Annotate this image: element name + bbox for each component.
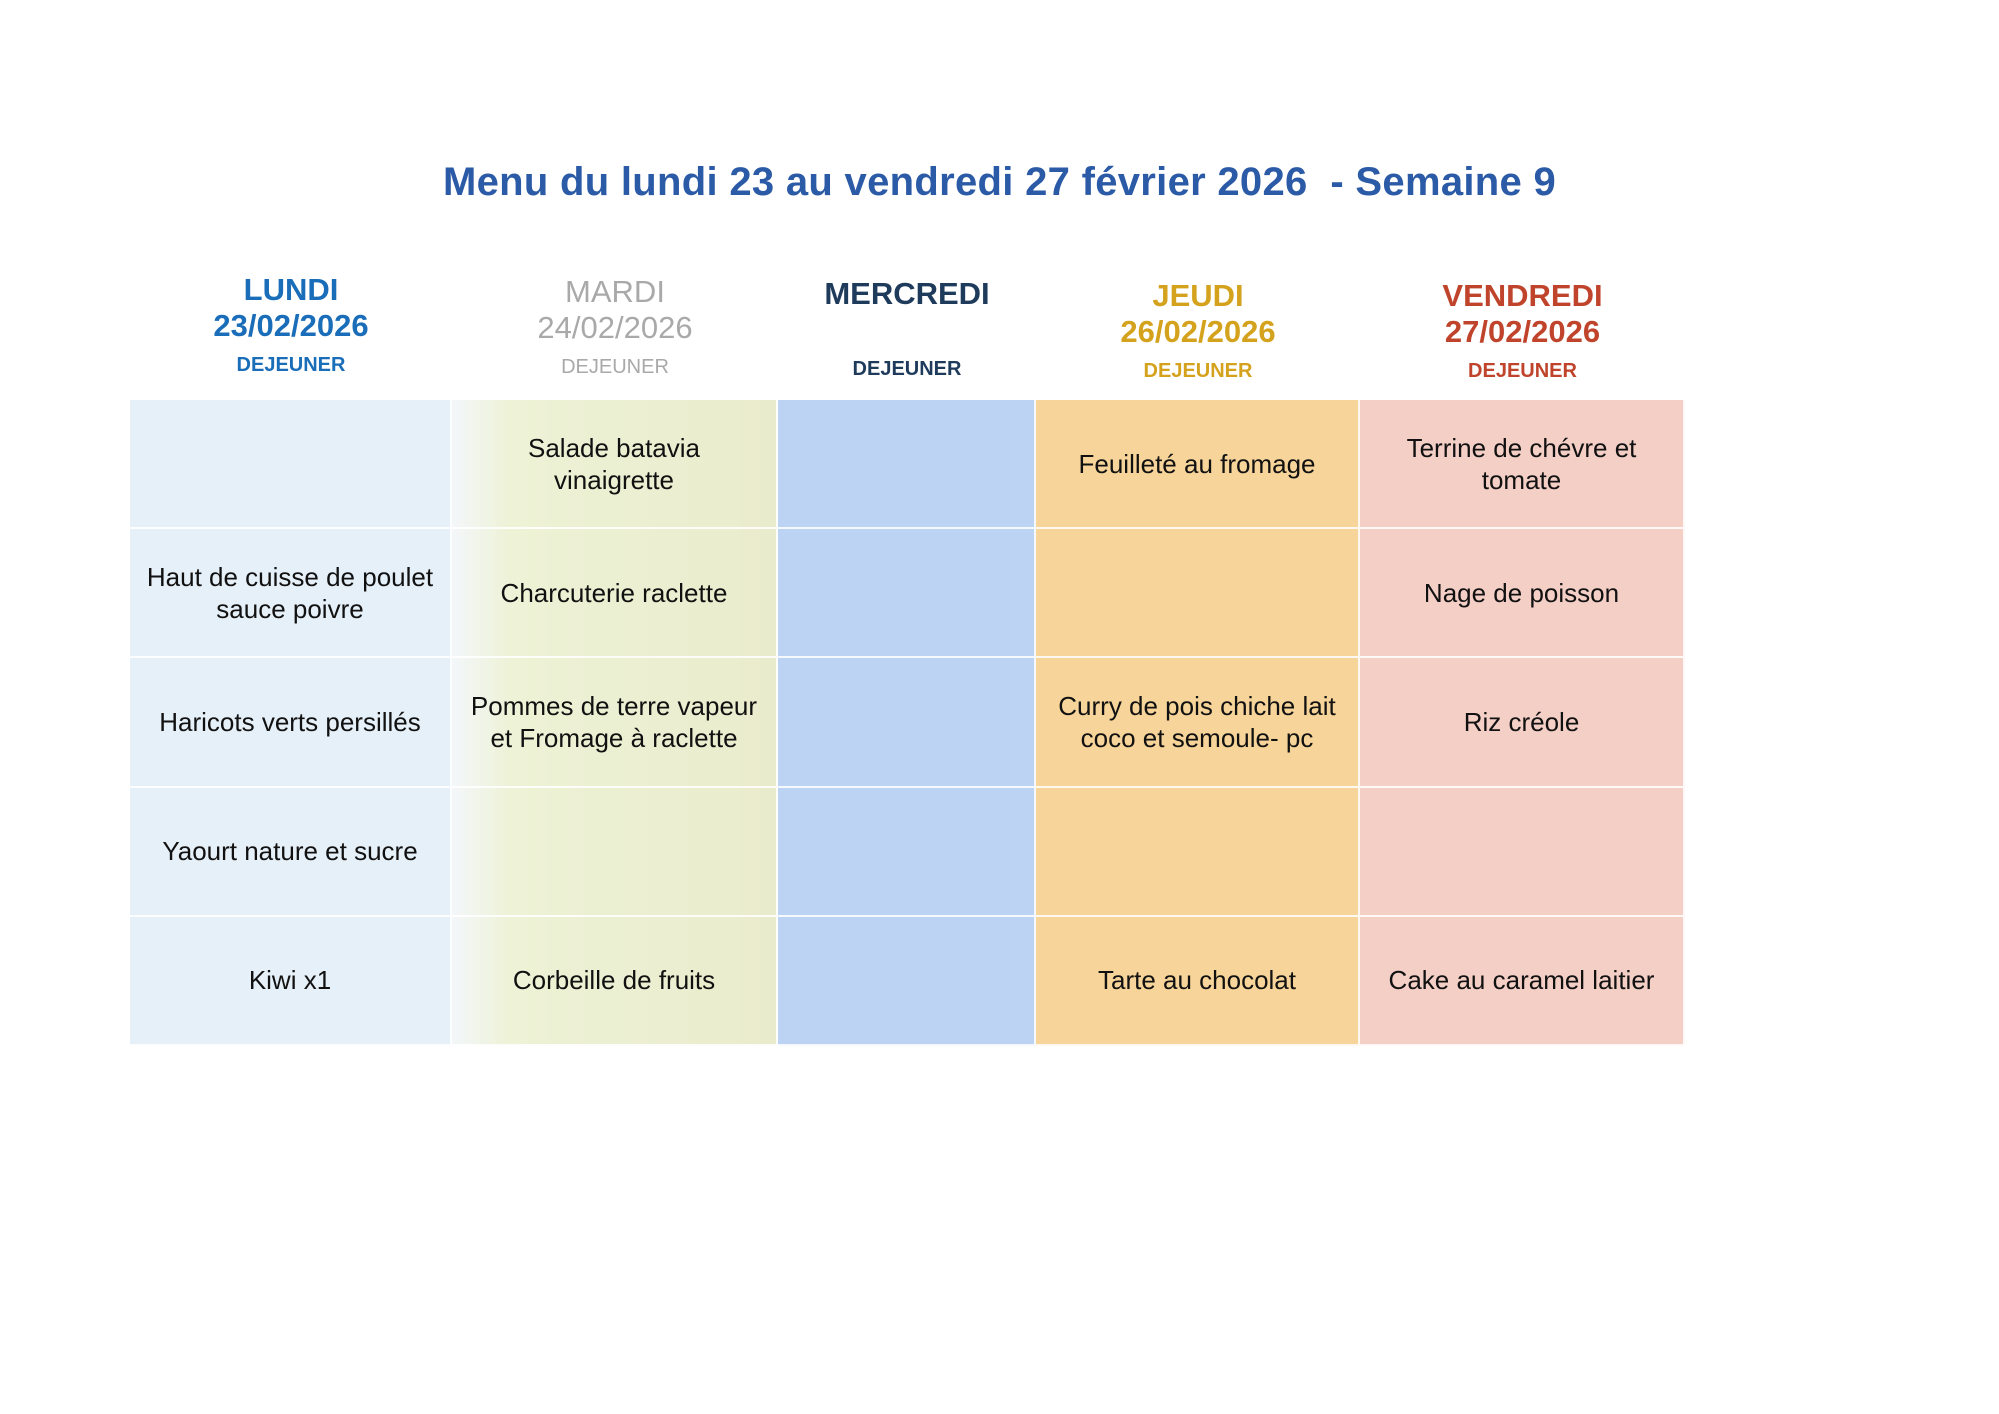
menu-cell: [1036, 529, 1360, 658]
day-name: VENDREDI: [1442, 278, 1603, 313]
menu-cell: Feuilleté au fromage: [1036, 400, 1360, 529]
meal-label: DEJEUNER: [236, 354, 346, 376]
menu-cell: Pommes de terre vapeur et Fromage à raclette: [452, 658, 778, 787]
menu-cell: Riz créole: [1360, 658, 1685, 787]
day-header-vendredi: [1360, 278, 1685, 383]
day-date: 26/02/2026: [1120, 314, 1276, 349]
day-date: 24/02/2026: [537, 310, 693, 345]
day-date: 27/02/2026: [1444, 314, 1601, 349]
menu-cell: Haut de cuisse de poulet sauce poivre: [130, 529, 452, 658]
menu-cell: [452, 788, 778, 917]
meal-label: DEJEUNER: [561, 356, 669, 378]
menu-cell: [778, 529, 1036, 658]
menu-cell: Haricots verts persillés: [130, 658, 452, 787]
menu-cell: Salade batavia vinaigrette: [452, 400, 778, 529]
day-name: MERCREDI: [824, 276, 990, 311]
menu-cell: Nage de poisson: [1360, 529, 1685, 658]
menu-cell: Corbeille de fruits: [452, 917, 778, 1046]
day-date: [778, 312, 1036, 348]
day-header-mardi: [452, 274, 778, 379]
day-name: MARDI: [565, 274, 665, 309]
meal-label: DEJEUNER: [1468, 360, 1577, 382]
menu-cell: [778, 788, 1036, 917]
menu-cell: [1036, 788, 1360, 917]
menu-cell: [778, 658, 1036, 787]
day-name: LUNDI: [243, 272, 339, 307]
menu-cell: [130, 400, 452, 529]
meal-label: DEJEUNER: [1143, 360, 1253, 382]
menu-cell: [778, 917, 1036, 1046]
menu-cell: [778, 400, 1036, 529]
menu-cell: Terrine de chévre et tomate: [1360, 400, 1685, 529]
menu-grid: [130, 400, 1685, 1046]
menu-cell: Cake au caramel laitier: [1360, 917, 1685, 1046]
day-header-jeudi: [1036, 278, 1360, 383]
menu-cell: Charcuterie raclette: [452, 529, 778, 658]
day-header-lundi: [130, 272, 452, 377]
day-header-mercredi: [778, 276, 1036, 381]
menu-cell: Tarte au chocolat: [1036, 917, 1360, 1046]
meal-label: DEJEUNER: [852, 358, 962, 380]
menu-cell: Curry de pois chiche lait coco et semoule- pc: [1036, 658, 1360, 787]
menu-cell: Yaourt nature et sucre: [130, 788, 452, 917]
menu-cell: Kiwi x1: [130, 917, 452, 1046]
day-name: JEUDI: [1152, 278, 1244, 313]
menu-cell: [1360, 788, 1685, 917]
day-date: 23/02/2026: [213, 308, 369, 343]
page-title: Menu du lundi 23 au vendredi 27 février 2026 - Semaine 9: [442, 160, 1557, 204]
